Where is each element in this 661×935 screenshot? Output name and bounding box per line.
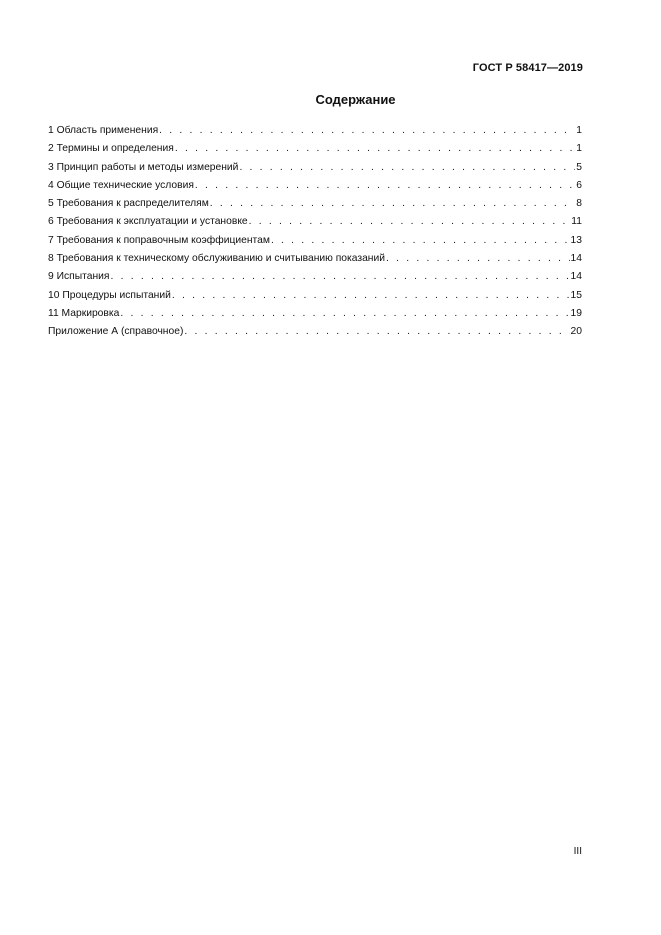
table-of-contents <box>48 122 582 342</box>
toc-entry-page: 6 <box>576 179 582 191</box>
page-number: III <box>573 846 582 857</box>
toc-entry-label: 11 Маркировка <box>48 307 120 319</box>
toc-entry-page: 5 <box>576 161 582 173</box>
toc-dot-leader <box>210 195 575 213</box>
toc-entry-label: 10 Процедуры испытаний <box>48 289 171 301</box>
toc-entry-page: 1 <box>576 143 582 155</box>
toc-entry-page: 1 <box>576 125 582 136</box>
toc-entry-label: 9 Испытания <box>48 271 110 283</box>
toc-entry-label: 2 Термины и определения <box>48 143 174 155</box>
toc-dot-leader <box>159 122 575 140</box>
toc-dot-leader <box>271 232 570 250</box>
toc-entry[interactable] <box>48 323 582 341</box>
toc-dot-leader <box>184 323 569 341</box>
toc-entry[interactable] <box>48 140 582 158</box>
toc-dot-leader <box>175 140 575 158</box>
toc-entry-label: 8 Требования к техническому обслуживанию и считыванию показаний <box>48 253 385 265</box>
toc-entry[interactable] <box>48 268 582 286</box>
toc-entry-page: 20 <box>570 326 582 338</box>
toc-entry-label: 4 Общие технические условия <box>48 179 194 191</box>
toc-dot-leader <box>239 159 575 177</box>
toc-entry-label: 5 Требования к распределителям <box>48 198 209 210</box>
toc-dot-leader <box>110 268 569 286</box>
toc-entry-label: Приложение А (справочное) <box>48 326 184 338</box>
toc-entry[interactable] <box>48 159 582 177</box>
toc-entry[interactable] <box>48 232 582 250</box>
toc-entry[interactable] <box>48 213 582 231</box>
toc-entry[interactable] <box>48 287 582 305</box>
toc-entry-label: 7 Требования к поправочным коэффициентам <box>48 234 270 246</box>
toc-dot-leader <box>249 213 571 231</box>
toc-entry-label: 6 Требования к эксплуатации и установке <box>48 216 248 228</box>
toc-dot-leader <box>386 250 570 268</box>
document-designation: ГОСТ Р 58417—2019 <box>472 62 583 74</box>
toc-entry[interactable] <box>48 195 582 213</box>
toc-entry-page: 19 <box>570 307 582 319</box>
toc-entry[interactable] <box>48 122 582 140</box>
toc-entry[interactable] <box>48 305 582 323</box>
toc-entry[interactable] <box>48 250 582 268</box>
toc-dot-leader <box>120 305 569 323</box>
toc-entry-page: 13 <box>570 234 582 246</box>
toc-entry[interactable] <box>48 177 582 195</box>
toc-entry-page: 8 <box>576 198 582 210</box>
toc-dot-leader <box>172 287 570 305</box>
toc-dot-leader <box>195 177 575 195</box>
toc-entry-page: 15 <box>570 289 582 301</box>
toc-title: Содержание <box>315 92 396 107</box>
toc-entry-page: 11 <box>571 216 582 228</box>
toc-entry-label: 3 Принцип работы и методы измерений <box>48 161 239 173</box>
toc-entry-label: 1 Область применения <box>48 125 159 136</box>
toc-entry-page: 14 <box>570 253 582 265</box>
toc-entry-page: 14 <box>570 271 582 283</box>
